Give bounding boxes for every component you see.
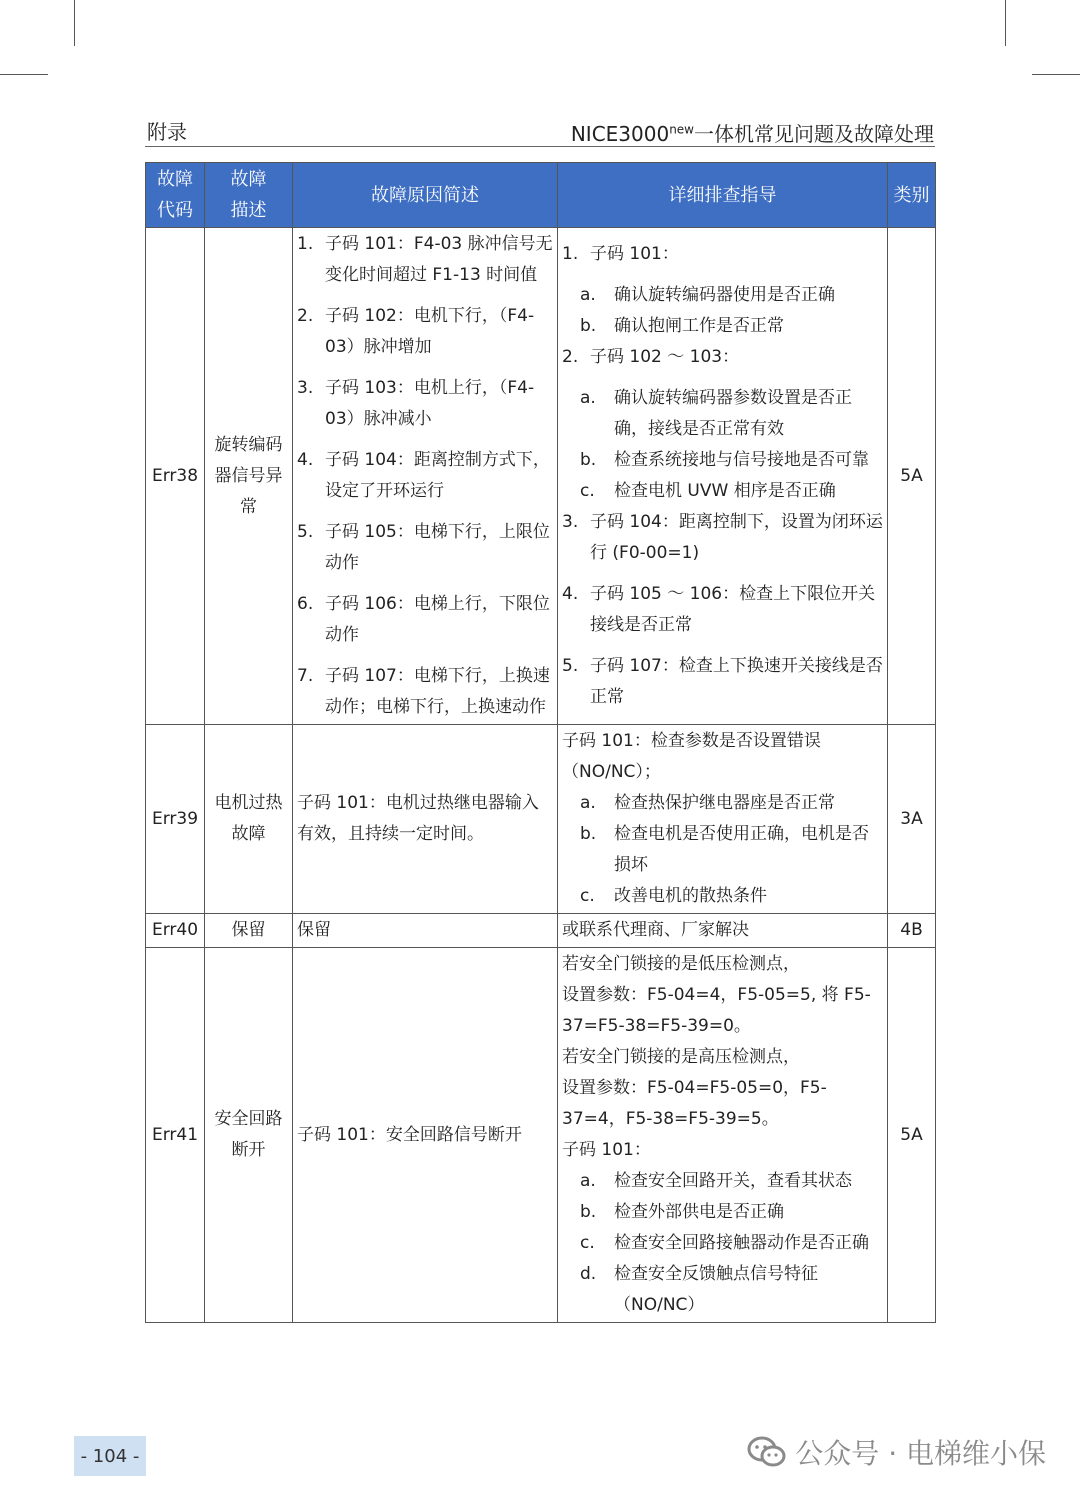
guide-item: 4. 子码 105 ～ 106：检查上下限位开关接线是否正常 (562, 584, 876, 635)
header-fault-code: 故障 代码 (146, 163, 205, 228)
header-category: 类别 (888, 163, 936, 228)
guide-subitem: a. 确认旋转编码器使用是否正确 (580, 285, 835, 305)
watermark (747, 1432, 1046, 1472)
guide-line: 子码 101： (562, 1140, 651, 1160)
fault-code: Err40 (146, 914, 205, 948)
guide-subitem: b. 检查外部供电是否正确 (580, 1202, 784, 1222)
wechat-icon (747, 1435, 787, 1469)
guide-item: 2. 子码 102 ～ 103： (562, 347, 740, 367)
guide-item: 3. 子码 104：距离控制下，设置为闭环运行 (F0-00=1) (562, 512, 883, 563)
guide-subitem: b. 检查电机是否使用正确，电机是否损坏 (580, 824, 869, 875)
table-row (146, 228, 936, 725)
guide-subitem: c. 改善电机的散热条件 (580, 886, 767, 906)
guide-subitem: a. 确认旋转编码器参数设置是否正确，接线是否正常有效 (580, 388, 852, 439)
troubleshoot-guide (558, 228, 888, 725)
header-title-suffix: 一体机常见问题及故障处理 (694, 122, 934, 146)
guide-subitem: c. 检查电机 UVW 相序是否正确 (580, 481, 836, 501)
fault-description: 安全回路 断开 (205, 948, 293, 1323)
table-row (146, 948, 936, 1323)
header-title-prefix: NICE3000 (570, 122, 670, 146)
crop-mark (1005, 0, 1006, 46)
header-title-sup: new (669, 122, 694, 137)
fault-description: 旋转编码 器信号异 常 (205, 228, 293, 725)
header-rule (145, 146, 935, 147)
guide-intro: 子码 101：检查参数是否设置错误（NO/NC）； (562, 731, 821, 782)
crop-mark (74, 0, 75, 46)
guide-subitem: c. 检查安全回路接触器动作是否正确 (580, 1233, 869, 1253)
fault-cause (293, 228, 558, 725)
header-section-label: 附录 (147, 120, 187, 144)
guide-item: 5. 子码 107：检查上下换速开关接线是否正常 (562, 656, 883, 707)
guide-line: 若安全门锁接的是高压检测点， (562, 1047, 800, 1067)
cause-item: 4. 子码 104：距离控制方式下，设定了开环运行 (297, 450, 550, 501)
fault-code: Err38 (146, 228, 205, 725)
fault-table (145, 162, 936, 1323)
crop-mark (1032, 74, 1080, 75)
troubleshoot-guide (558, 725, 888, 914)
fault-cause: 子码 101：安全回路信号断开 (293, 948, 558, 1323)
guide-subitem: b. 检查系统接地与信号接地是否可靠 (580, 450, 869, 470)
header-fault-desc: 故障 描述 (205, 163, 293, 228)
fault-category: 4B (888, 914, 936, 948)
guide-line: 设置参数：F5-04=4，F5-05=5, 将 F5-37=F5-38=F5-39=0。 (562, 985, 871, 1036)
guide-line: 设置参数：F5-04=F5-05=0，F5-37=4，F5-38=F5-39=5。 (562, 1078, 827, 1129)
table-row (146, 914, 936, 948)
header-fault-cause: 故障原因简述 (293, 163, 558, 228)
cause-item: 3. 子码 103：电机上行，（F4-03）脉冲减小 (297, 378, 535, 429)
fault-code: Err41 (146, 948, 205, 1323)
troubleshoot-guide (558, 948, 888, 1323)
troubleshoot-guide: 或联系代理商、厂家解决 (558, 914, 888, 948)
fault-category: 5A (888, 228, 936, 725)
cause-item: 7. 子码 107：电梯下行，上换速动作；电梯下行，上换速动作 (297, 666, 550, 717)
cause-item: 6. 子码 106：电梯上行，下限位动作 (297, 594, 550, 645)
cause-item: 1. 子码 101：F4-03 脉冲信号无变化时间超过 F1-13 时间值 (297, 234, 553, 285)
cause-item: 5. 子码 105：电梯下行，上限位动作 (297, 522, 550, 573)
fault-code: Err39 (146, 725, 205, 914)
guide-subitem: a. 检查安全回路开关，查看其状态 (580, 1171, 852, 1191)
table-row (146, 725, 936, 914)
fault-cause: 子码 101：电机过热继电器输入有效，且持续一定时间。 (293, 725, 558, 914)
fault-category: 3A (888, 725, 936, 914)
header-troubleshoot-guide: 详细排查指导 (558, 163, 888, 228)
guide-subitem: d. 检查安全反馈触点信号特征（NO/NC） (580, 1264, 818, 1315)
header-title (571, 118, 934, 147)
guide-subitem: a. 检查热保护继电器座是否正常 (580, 793, 835, 813)
guide-subitem: b. 确认抱闸工作是否正常 (580, 316, 784, 336)
fault-cause: 保留 (293, 914, 558, 948)
guide-item: 1. 子码 101： (562, 244, 679, 264)
cause-item: 2. 子码 102：电机下行，（F4-03）脉冲增加 (297, 306, 535, 357)
fault-description: 保留 (205, 914, 293, 948)
table-header-row (146, 163, 936, 228)
crop-mark (0, 74, 48, 75)
fault-category: 5A (888, 948, 936, 1323)
page-number: - 104 - (74, 1436, 146, 1476)
watermark-text: 公众号 · 电梯维小保 (795, 1437, 1046, 1470)
fault-description: 电机过热 故障 (205, 725, 293, 914)
guide-line: 若安全门锁接的是低压检测点， (562, 954, 800, 974)
